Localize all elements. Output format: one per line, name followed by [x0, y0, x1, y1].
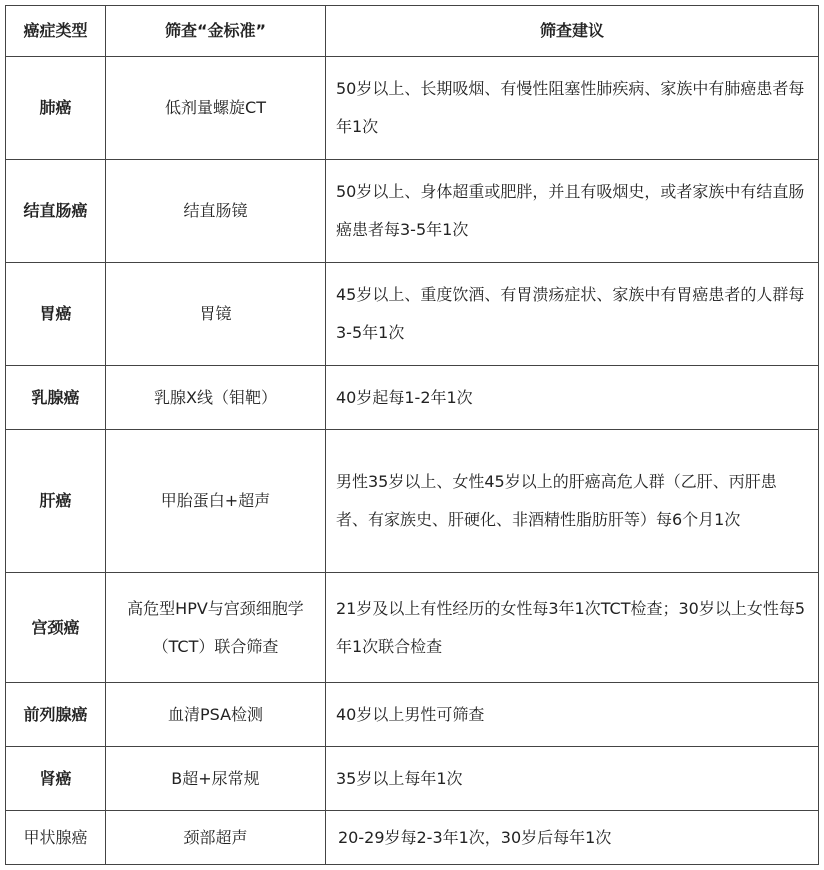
standard-cell: 乳腺X线（钼靶）: [106, 366, 326, 430]
advice-cell: 21岁及以上有性经历的女性每3年1次TCT检查；30岁以上女性每5年1次联合检查: [326, 573, 819, 683]
standard-cell: 血清PSA检测: [106, 683, 326, 747]
header-gold-standard: 筛查“金标准”: [106, 6, 326, 57]
standard-cell: 甲胎蛋白+超声: [106, 430, 326, 573]
cancer-type-cell: 肾癌: [6, 747, 106, 811]
standard-cell: 结直肠镜: [106, 160, 326, 263]
advice-cell: 男性35岁以上、女性45岁以上的肝癌高危人群（乙肝、丙肝患者、有家族史、肝硬化、非酒精性脂肪肝等）每6个月1次: [326, 430, 819, 573]
cancer-type-cell: 肺癌: [6, 57, 106, 160]
advice-cell: 45岁以上、重度饮酒、有胃溃疡症状、家族中有胃癌患者的人群每3-5年1次: [326, 263, 819, 366]
advice-cell: 50岁以上、身体超重或肥胖，并且有吸烟史，或者家族中有结直肠癌患者每3-5年1次: [326, 160, 819, 263]
standard-cell: B超+尿常规: [106, 747, 326, 811]
header-screening-advice: 筛查建议: [326, 6, 819, 57]
cancer-type-cell: 肝癌: [6, 430, 106, 573]
table-row: [6, 57, 819, 160]
table-row: [6, 747, 819, 811]
cancer-type-cell: 宫颈癌: [6, 573, 106, 683]
cancer-screening-table: [5, 5, 819, 865]
cancer-type-cell: 甲状腺癌: [6, 811, 106, 865]
table-row: [6, 160, 819, 263]
standard-cell: 低剂量螺旋CT: [106, 57, 326, 160]
table-row: [6, 366, 819, 430]
standard-cell: 胃镜: [106, 263, 326, 366]
advice-cell: 40岁起每1-2年1次: [326, 366, 819, 430]
table-row: [6, 811, 819, 865]
cancer-type-cell: 胃癌: [6, 263, 106, 366]
standard-cell: 颈部超声: [106, 811, 326, 865]
advice-cell: 40岁以上男性可筛查: [326, 683, 819, 747]
table-row: [6, 573, 819, 683]
table-row: [6, 683, 819, 747]
advice-cell: 20-29岁每2-3年1次，30岁后每年1次: [326, 811, 819, 865]
cancer-type-cell: 前列腺癌: [6, 683, 106, 747]
cancer-type-cell: 结直肠癌: [6, 160, 106, 263]
advice-cell: 50岁以上、长期吸烟、有慢性阻塞性肺疾病、家族中有肺癌患者每年1次: [326, 57, 819, 160]
table-header-row: [6, 6, 819, 57]
table-row: [6, 263, 819, 366]
header-cancer-type: 癌症类型: [6, 6, 106, 57]
cancer-type-cell: 乳腺癌: [6, 366, 106, 430]
advice-cell: 35岁以上每年1次: [326, 747, 819, 811]
standard-cell: 高危型HPV与宫颈细胞学（TCT）联合筛查: [106, 573, 326, 683]
table-row: [6, 430, 819, 573]
